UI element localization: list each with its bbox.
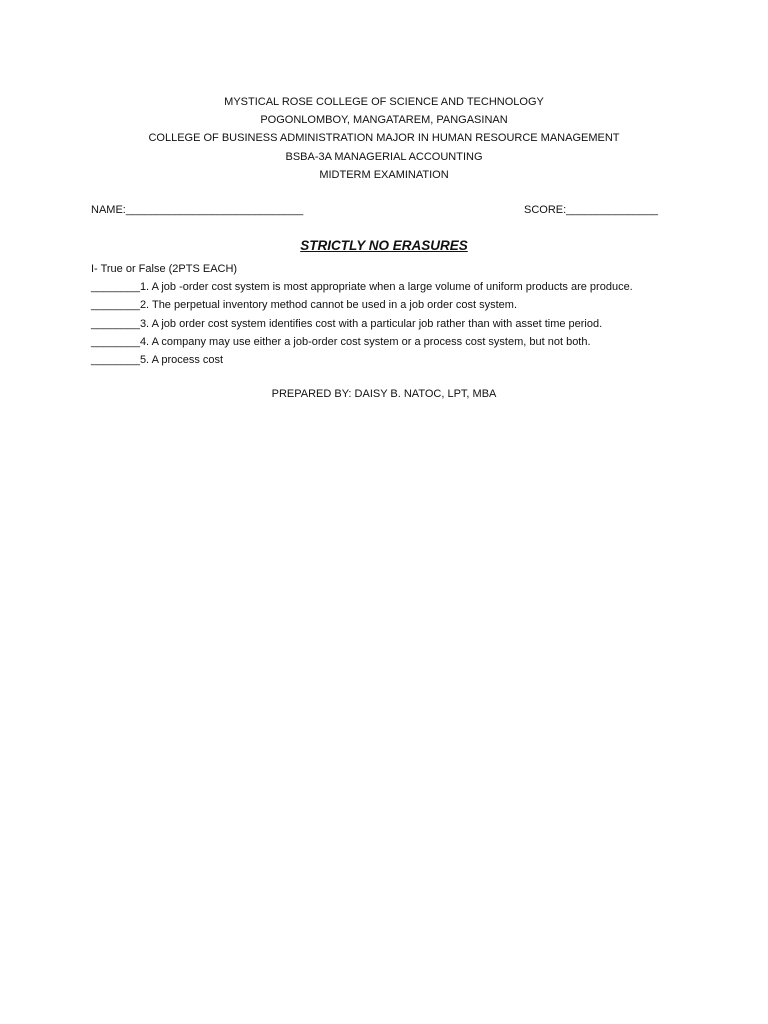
- question-item: ________2. The perpetual inventory method cannot be used in a job order cost system.: [91, 299, 518, 312]
- question-item: ________3. A job order cost system identifies cost with a particular job rather than with asset time period.: [91, 317, 603, 330]
- exam-title: MIDTERM EXAMINATION: [319, 168, 449, 181]
- document-header: [0, 93, 768, 184]
- no-erasures-notice: STRICTLY NO ERASURES: [300, 238, 468, 253]
- prepared-by: PREPARED BY: DAISY B. NATOC, LPT, MBA: [271, 388, 497, 400]
- question-item: ________5. A process cost: [91, 354, 224, 367]
- course-title: BSBA-3A MANAGERIAL ACCOUNTING: [285, 150, 483, 163]
- question-item: ________4. A company may use either a job-order cost system or a process cost system, but not both.: [91, 335, 591, 348]
- school-address: POGONLOMBOY, MANGATAREM, PANGASINAN: [260, 114, 508, 127]
- name-field: NAME:_____________________________: [91, 204, 304, 216]
- true-false-section: [91, 260, 731, 369]
- college-name: COLLEGE OF BUSINESS ADMINISTRATION MAJOR IN HUMAN RESOURCE MANAGEMENT: [148, 132, 620, 145]
- section-title: I- True or False (2PTS EACH): [91, 263, 238, 275]
- question-item: ________1. A job -order cost system is most appropriate when a large volume of uniform products are produce.: [91, 281, 633, 294]
- score-field: SCORE:_______________: [524, 204, 658, 216]
- school-name: MYSTICAL ROSE COLLEGE OF SCIENCE AND TECHNOLOGY: [224, 96, 544, 108]
